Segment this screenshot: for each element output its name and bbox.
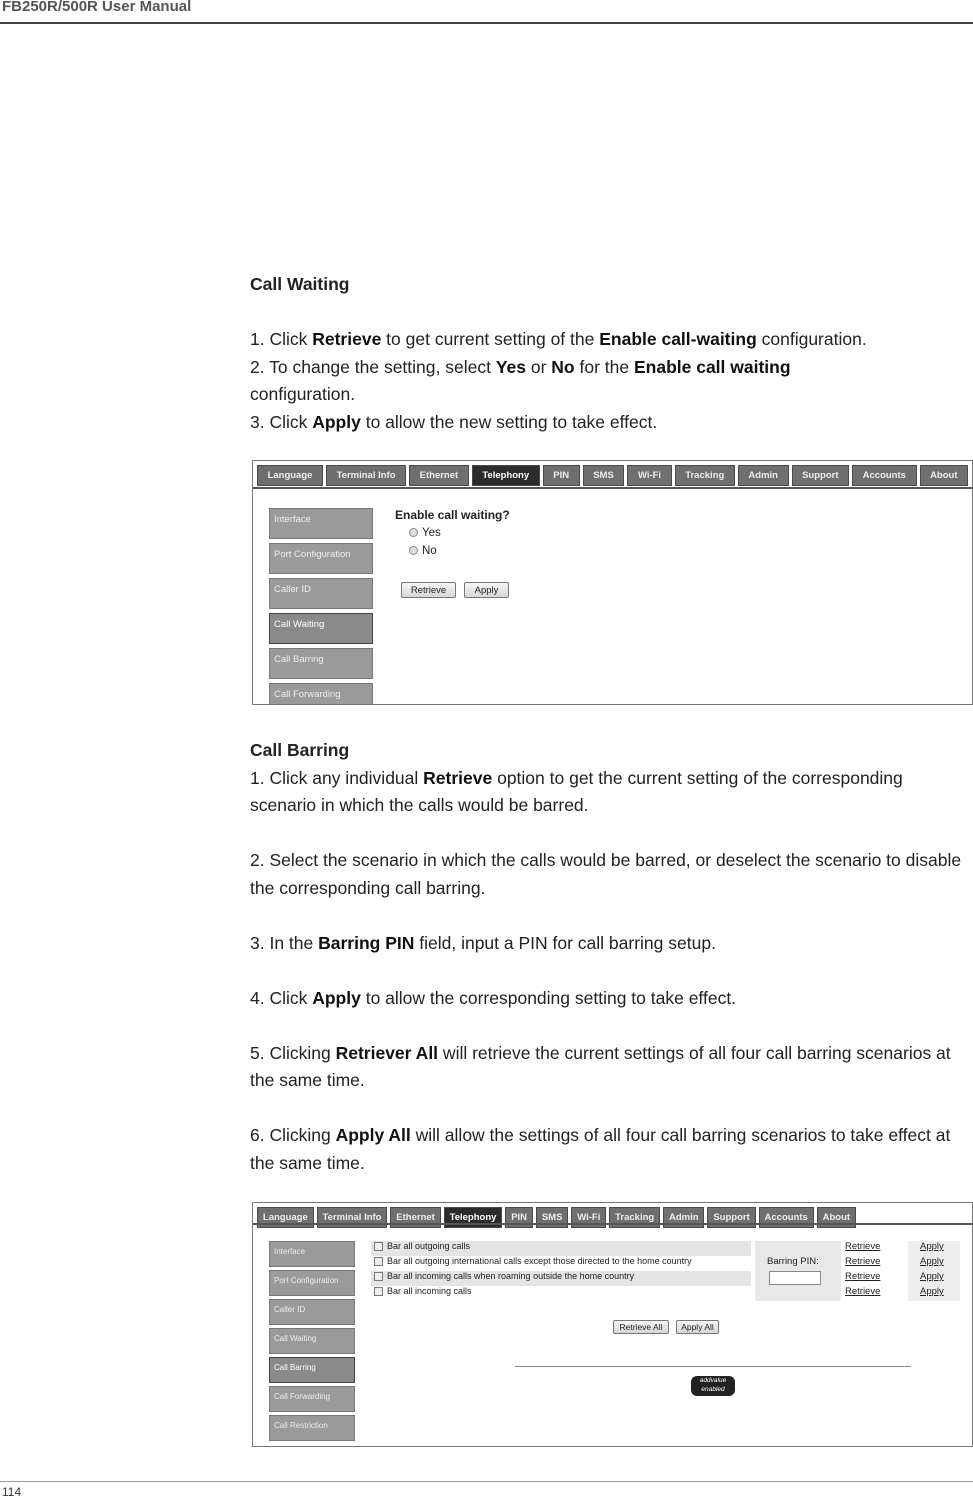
tab-support[interactable]: Support [707,1207,755,1228]
tab-about[interactable]: About [817,1207,856,1228]
sidebar-item-call-waiting[interactable]: Call Waiting [269,1328,355,1354]
tab-telephony[interactable]: Telephony [444,1207,503,1228]
tab-wifi[interactable]: Wi-Fi [627,465,671,486]
tab-support[interactable]: Support [792,465,850,486]
retrieve-all-button[interactable]: Retrieve All [613,1320,669,1334]
sidebar-item-interface[interactable]: Interface [269,1241,355,1267]
call-waiting-step-2: 2. To change the setting, select Yes or No for the Enable call waiting configuration. [250,356,791,404]
tab-divider [253,487,972,489]
sidebar-item-interface[interactable]: Interface [269,508,373,539]
barring-row[interactable]: Bar all outgoing international calls except those directed to the home country [371,1256,751,1271]
sidebar [269,508,373,709]
call-barring-section [250,737,970,1177]
checkbox-icon[interactable] [374,1272,383,1281]
tab-pin[interactable]: PIN [505,1207,533,1228]
apply-link[interactable]: Apply [920,1241,944,1252]
sidebar-item-call-restriction[interactable]: Call Restriction [269,1415,355,1441]
retrieve-link[interactable]: Retrieve [845,1256,881,1267]
sidebar-item-caller-id[interactable]: Caller ID [269,578,373,609]
tab-divider [253,1223,972,1225]
footer-divider [515,1366,911,1367]
sidebar-item-port-configuration[interactable]: Port Configuration [269,543,373,574]
tab-sms[interactable]: SMS [536,1207,568,1228]
addvalue-logo: addvalue enabled [691,1376,735,1396]
checkbox-icon[interactable] [374,1257,383,1266]
barring-row[interactable]: Bar all outgoing calls [371,1241,751,1256]
sidebar-item-call-barring[interactable]: Call Barring [269,1357,355,1383]
manual-title: FB250R/500R User Manual [2,0,192,15]
retrieve-links [845,1241,903,1301]
tab-admin[interactable]: Admin [738,465,789,486]
pin-panel [755,1241,841,1301]
tab-admin[interactable]: Admin [663,1207,704,1228]
tab-terminal-info[interactable]: Terminal Info [317,1207,388,1228]
footer-rule [0,1481,973,1482]
retrieve-link[interactable]: Retrieve [845,1271,881,1282]
call-waiting-heading: Call Waiting [250,274,350,294]
apply-link[interactable]: Apply [920,1271,944,1282]
option-no[interactable]: No [409,545,437,557]
barring-pin-label: Barring PIN: [767,1256,819,1267]
tab-tracking[interactable]: Tracking [675,465,735,486]
call-waiting-question: Enable call waiting? [395,508,510,522]
sidebar-item-call-forwarding[interactable]: Call Forwarding [269,683,373,705]
call-barring-step-6: 6. Clicking Apply All will allow the settings of all four call barring scenarios to take effect at the same time. [250,1125,951,1173]
call-waiting-section [250,271,970,436]
call-waiting-step-3: 3. Click Apply to allow the new setting to take effect. [250,411,658,432]
option-yes[interactable]: Yes [409,527,441,539]
call-barring-step-5: 5. Clicking Retriever All will retrieve the current settings of all four call barring scenarios at the same time. [250,1042,951,1090]
tab-accounts[interactable]: Accounts [759,1207,814,1228]
retrieve-link[interactable]: Retrieve [845,1241,881,1252]
tab-wifi[interactable]: Wi-Fi [571,1207,606,1228]
call-barring-step-3: 3. In the Barring PIN field, input a PIN for call barring setup. [250,932,716,953]
call-barring-step-2: 2. Select the scenario in which the calls would be barred, or deselect the scenario to disable the corresponding call barring. [250,850,962,898]
call-barring-heading: Call Barring [250,740,350,760]
call-waiting-step-1: 1. Click Retrieve to get current setting of the Enable call-waiting configuration. [250,329,867,349]
sidebar-item-call-forwarding[interactable]: Call Forwarding [269,1386,355,1412]
barring-row[interactable]: Bar all incoming calls [371,1286,751,1301]
tab-language[interactable]: Language [257,465,323,486]
sidebar-item-call-waiting[interactable]: Call Waiting [269,613,373,644]
tab-sms[interactable]: SMS [583,465,625,486]
radio-no-icon[interactable] [409,546,418,555]
barring-pin-input[interactable] [769,1271,821,1285]
call-barring-step-4: 4. Click Apply to allow the corresponding setting to take effect. [250,987,737,1008]
page-header [0,0,973,24]
barring-scenarios [371,1241,751,1301]
retrieve-button[interactable]: Retrieve [401,582,456,598]
call-waiting-screenshot [252,460,973,705]
sidebar [269,1241,355,1444]
tab-about[interactable]: About [920,465,969,486]
apply-button[interactable]: Apply [464,582,509,598]
sidebar-item-port-configuration[interactable]: Port Configuration [269,1270,355,1296]
sidebar-item-caller-id[interactable]: Caller ID [269,1299,355,1325]
apply-link[interactable]: Apply [920,1286,944,1297]
apply-all-button[interactable]: Apply All [676,1320,719,1334]
call-barring-screenshot [252,1202,973,1447]
tab-tracking[interactable]: Tracking [609,1207,660,1228]
radio-yes-icon[interactable] [409,528,418,537]
page-number: 114 [2,1485,22,1499]
apply-links [908,1241,960,1301]
tab-pin[interactable]: PIN [543,465,580,486]
checkbox-icon[interactable] [374,1287,383,1296]
tab-ethernet[interactable]: Ethernet [409,465,469,486]
retrieve-link[interactable]: Retrieve [845,1286,881,1297]
tab-language[interactable]: Language [257,1207,314,1228]
tab-ethernet[interactable]: Ethernet [390,1207,440,1228]
barring-row[interactable]: Bar all incoming calls when roaming outside the home country [371,1271,751,1286]
apply-link[interactable]: Apply [920,1256,944,1267]
tab-accounts[interactable]: Accounts [852,465,916,486]
call-barring-step-1: 1. Click any individual Retrieve option to get the current setting of the corresponding scenario in which the calls would be barred. [250,767,903,815]
checkbox-icon[interactable] [374,1242,383,1251]
tab-terminal-info[interactable]: Terminal Info [326,465,406,486]
tab-telephony[interactable]: Telephony [472,465,540,486]
sidebar-item-call-barring[interactable]: Call Barring [269,648,373,679]
tab-bar [257,465,968,486]
